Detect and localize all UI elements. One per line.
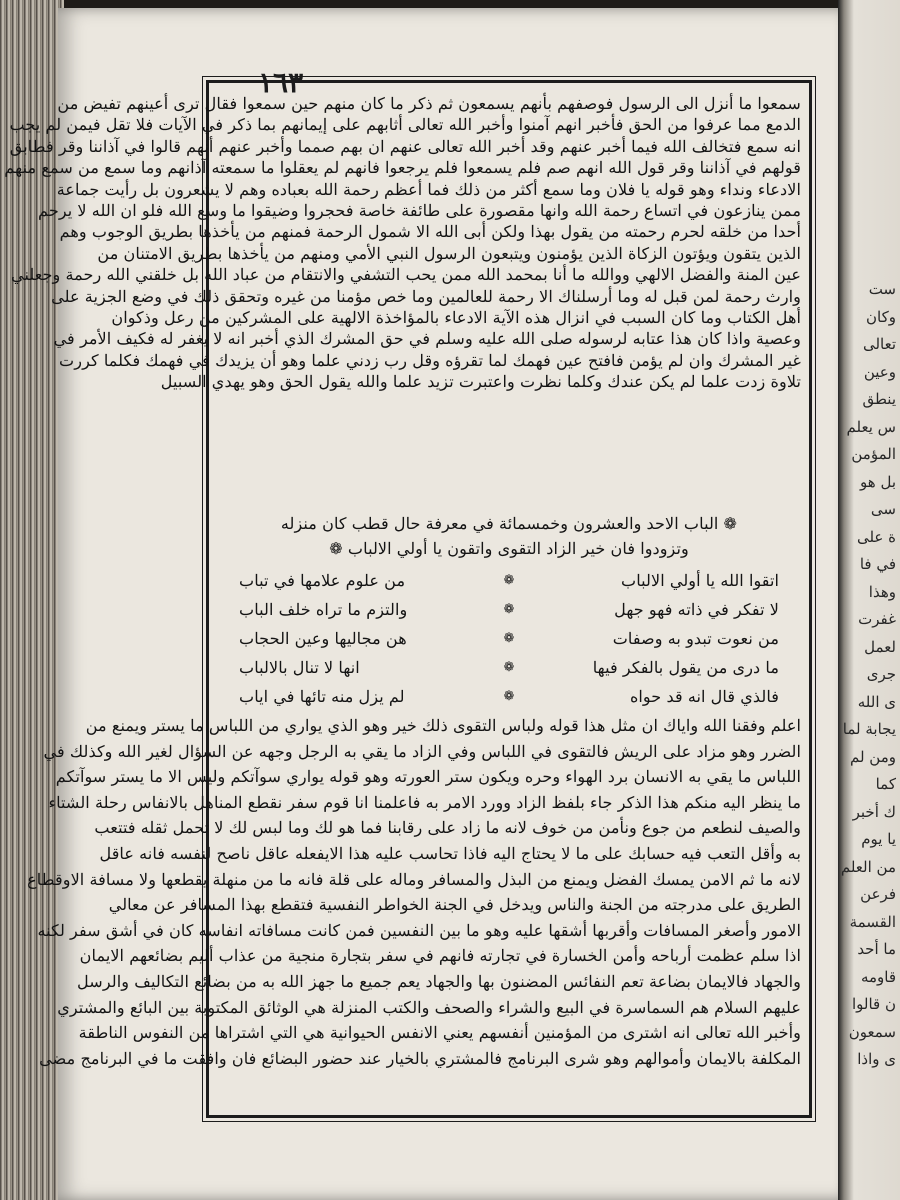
facing-page-text-fragment: ى الله [857, 692, 896, 711]
facing-page-text-fragment: ك أخبر [852, 802, 896, 821]
facing-page-text-fragment: وكان [866, 307, 896, 326]
facing-page-text-fragment: القسمة [849, 912, 896, 931]
book-spine-edge [0, 0, 64, 1200]
text-line: قولهم في آذاننا وقر قول الله انهم صم فلم يسمعوا فلم يرجعوا فانهم لم يعقلوا ما سمعته آذانهم وما سمع من سمع منهم [4, 158, 801, 178]
verse-second-hemistich: لم يزل منه تائها في اياب [239, 687, 405, 706]
poem [239, 566, 779, 711]
verse-separator-icon: ❁ [503, 602, 515, 617]
facing-page-text-fragment: س يعلم [846, 417, 896, 436]
text-line: أحدا من خلقه لحرم رحمته من يقول بهذا ولكن أبى الله الا شمول الرحمة فمنهم من يأخذها بطريق الوجوب وهم [59, 222, 801, 242]
text-line: والجهاد فالايمان بضاعة تعم النفائس المضنون بها والجهاد يعم جميع ما جهز الله به من بضائع التكاليف والرسل [77, 971, 801, 991]
verse-second-hemistich: والتزم ما تراه خلف الباب [239, 600, 408, 619]
page-number: ١٦٣ [258, 66, 304, 99]
facing-page-text-fragment: يجابة لما [842, 720, 896, 738]
text-line: تلاوة زدت علما لم يكن عندك وكلما نظرت واعتبرت تزيد علما والله يقول الحق وهو يهدي السبيل [160, 372, 801, 392]
text-line: أهل الكتاب وما كان السبب في انزال هذه الآية الادعاء بالمؤاخذة الالهية على المشركين من رعل وذكوان [111, 307, 801, 327]
poem-verse [239, 595, 779, 624]
text-line: اعلم وفقنا الله واياك ان مثل هذا قوله ولباس التقوى ذلك خير وهو الذي يواري من اللباس ما يستر ويمنع من [85, 716, 801, 735]
facing-page-text-fragment: في فا [859, 555, 896, 573]
poem-verse [239, 624, 779, 653]
facing-page-text-fragment: غفرت [858, 610, 896, 628]
text-line: به وأقل التعب فيه حسابك على ما لا يحتاج اليه فاذا تحاسب عليه هذا الايفعله عاقل ناصح لنفسه فانه عاقل [99, 843, 801, 863]
text-line: الادعاء ونداء وهو قوله يا فلان وما سمع أكثر من ذلك فما أعظم رحمة الله بعباده وهم لا يشعرون بل رأيت جماعة [56, 179, 801, 199]
text-line: الطريق على مدرجته من الجنة والناس ويدخل في الجنة الخواطر النفسية فتقطع بهذا المسافر عن معالي [108, 895, 801, 915]
poem-verse [239, 653, 779, 682]
text-line: الدمع مما عرفوا من الحق فأخبر انهم آمنوا وأخبر الله تعالى أثابهم على إيمانهم بما ذكر في الآيات فلا تقل فيمن لم يجب [9, 115, 801, 135]
verse-first-hemistich: ما درى من يقول بالفكر فيها [592, 658, 779, 677]
text-line: اللباس ما يقي به الانسان برد الهواء وحره ويكون ستر العورته وهو قوله يواري سوآتكم وليس الا ما يستر سوآتكم [55, 767, 801, 787]
facing-page-text-fragment: يا يوم [861, 830, 896, 848]
facing-page-text-fragment: سمعون [848, 1022, 896, 1041]
facing-page-text-fragment: قاومه [860, 967, 896, 986]
facing-page-text-fragment: ة على [856, 527, 896, 546]
text-line: عليهم السلام هم السماسرة في البيع والشراء والصحف والكتب المنزلة هي الوثائق المكتوبة بين البائع والمشتري [57, 997, 801, 1017]
text-body-top [4, 93, 801, 392]
facing-page-text-fragment: وعين [863, 362, 896, 381]
facing-page-edge [838, 0, 900, 1200]
facing-page-text-fragment: بل هو [860, 472, 896, 491]
facing-page-text-fragment: سى [870, 500, 896, 518]
text-body-bottom [27, 713, 801, 1071]
text-line: وارث رحمة لمن قبل له وما أرسلناك الا رحمة للعالمين وما خص مؤمنا من غيره وتحقق ذلك في وضع الجزية على [51, 286, 801, 306]
text-line: الامور وأصغر المسافات وأقربها أشقها عليه وهو ما بين النفسين فمن كانت مسافاته انفاسه كان في أشق سفر لكنه [37, 920, 801, 940]
facing-page-text-fragment: لعمل [864, 637, 896, 656]
verse-second-hemistich: هن مجاليها وعين الحجاب [239, 629, 407, 648]
text-line: المكلفة بالايمان وأموالهم وهو شرى البرنامج فالمشتري بالخيار عند حضور البضائع فان وافقت ما في البرنامج مضى [39, 1048, 801, 1068]
facing-page-text-fragment: ما أحد [857, 940, 896, 958]
verse-second-hemistich: انها لا تنال بالالباب [239, 658, 360, 677]
poem-verse [239, 682, 779, 711]
verse-separator-icon: ❁ [503, 660, 515, 675]
text-line: اذا سلم عظمت أرباحه وأمن الخسارة في تجارته فانهم في سفر بتجارة منجية من عذاب أليم بضائعهم الايمان [79, 946, 801, 966]
text-line: وأخبر الله تعالى انه اشترى من المؤمنين أنفسهم يعني الانفس الحيوانية هي التي اشتراها من النفوس الناطقة [78, 1023, 801, 1043]
verse-separator-icon: ❁ [503, 573, 515, 588]
verse-first-hemistich: لا تفكر في ذاته فهو جهل [614, 600, 779, 619]
verse-first-hemistich: اتقوا الله يا أولي الالباب [621, 571, 779, 590]
facing-page-text-fragment: جرى [866, 665, 896, 683]
verse-first-hemistich: من نعوت تبدو به وصفات [612, 629, 779, 648]
facing-page-text-fragment: فرعن [860, 885, 896, 903]
verse-first-hemistich: فالذي قال انه قد حواه [629, 687, 779, 706]
facing-page-text-fragment: ى واذا [857, 1050, 896, 1068]
facing-page-text-fragment: ن قالوا [851, 995, 896, 1013]
text-line: وعصية واذا كان هذا عتابه لرسوله صلى الله عليه وسلم في حق المشرك الذي أخبر انه لا يغفر له فكيف الأمر في [53, 329, 801, 349]
facing-page-text-fragment: ومن لم [849, 747, 896, 766]
poem-verse [239, 566, 779, 595]
facing-page-text-fragment: وهذا [868, 582, 896, 601]
text-line: ما ينظر اليه منكم هذا الذكر جاء بلفظ الزاد وورد الامر به فاعلمنا انا قوم سفر نقطع المناهل بالانفاس رحلة الشتاء [48, 792, 801, 812]
text-line: غير المشرك وان لم يؤمن فافتح عين فهمك لما تقرؤه وقل رب زدني علما وهو أن يزيدك في فهمك فكلما كررت [59, 350, 801, 370]
text-line: ممن ينازعون في اتساع رحمة الله وانها مقصورة على طائفة خاصة فحجروا وضيقوا ما وسع الله فلو ان الله لا يرحم [38, 200, 801, 220]
facing-page-text-fragment: المؤمن [851, 445, 896, 463]
text-line: الضرر وهو مزاد على الريش فالتقوى في اللباس وفي الزاد ما يقي به الرجل وجهه عن السؤال لغير الله وكذلك في [43, 741, 801, 761]
chapter-heading: ❁ الباب الاحد والعشرون وخمسمائة في معرفة حال قطب كان منزله [280, 514, 738, 533]
verse-separator-icon: ❁ [503, 631, 515, 646]
text-line: الذين يتقون ويؤتون الزكاة الذين يؤمنون ويتبعون الرسول النبي الأمي ومنهم من يأخذها بطريق الامتنان من [97, 243, 801, 263]
text-line: سمعوا ما أنزل الى الرسول فوصفهم بأنهم يسمعون ثم ذكر ما كان منهم حين سمعوا فقال ترى أعينهم تفيض من [57, 94, 801, 113]
verse-second-hemistich: من علوم علامها في تباب [239, 571, 406, 590]
facing-page-text-fragment: ست [868, 280, 896, 298]
facing-page-text-fragment: ينطق [862, 390, 896, 408]
text-line: لانه ما ثم الامن يمسك الفضل ويمنع من البذل والمسافر وماله على قلة فانه ما من منهلة يقطعها ولا مسافة الاوقطاع [27, 869, 801, 889]
facing-page-text-fragment: تعالى [862, 335, 896, 353]
chapter-subheading: وتزودوا فان خير الزاد التقوى واتقون يا أولي الالباب ❁ [329, 539, 689, 558]
text-frame [4, 80, 812, 1118]
facing-page-text-fragment: من العلم [840, 857, 896, 876]
text-line: عين المنة والفضل الالهي ووالله ما أنا بمحمد الله ممن يحب التشفي والانتقام من عباد الله بل خلقني الله رحمة وجعلني [10, 265, 801, 285]
text-line: انه سمع فتخالف الله فيما أخبر عنهم وقد أخبر الله تعالى عنهم ان بهم صمما وأخبر عنهم أنهم قالوا في آذاننا وقر فطابق [9, 136, 801, 156]
facing-page-text-fragment: كما [875, 775, 896, 793]
text-line: والصيف لنطعم من جوع ونأمن من خوف لانه ما زاد على رقابنا فما هو لك وما لبس لك لا تحمل ثقله فتتعب [94, 818, 801, 838]
verse-separator-icon: ❁ [503, 689, 515, 704]
